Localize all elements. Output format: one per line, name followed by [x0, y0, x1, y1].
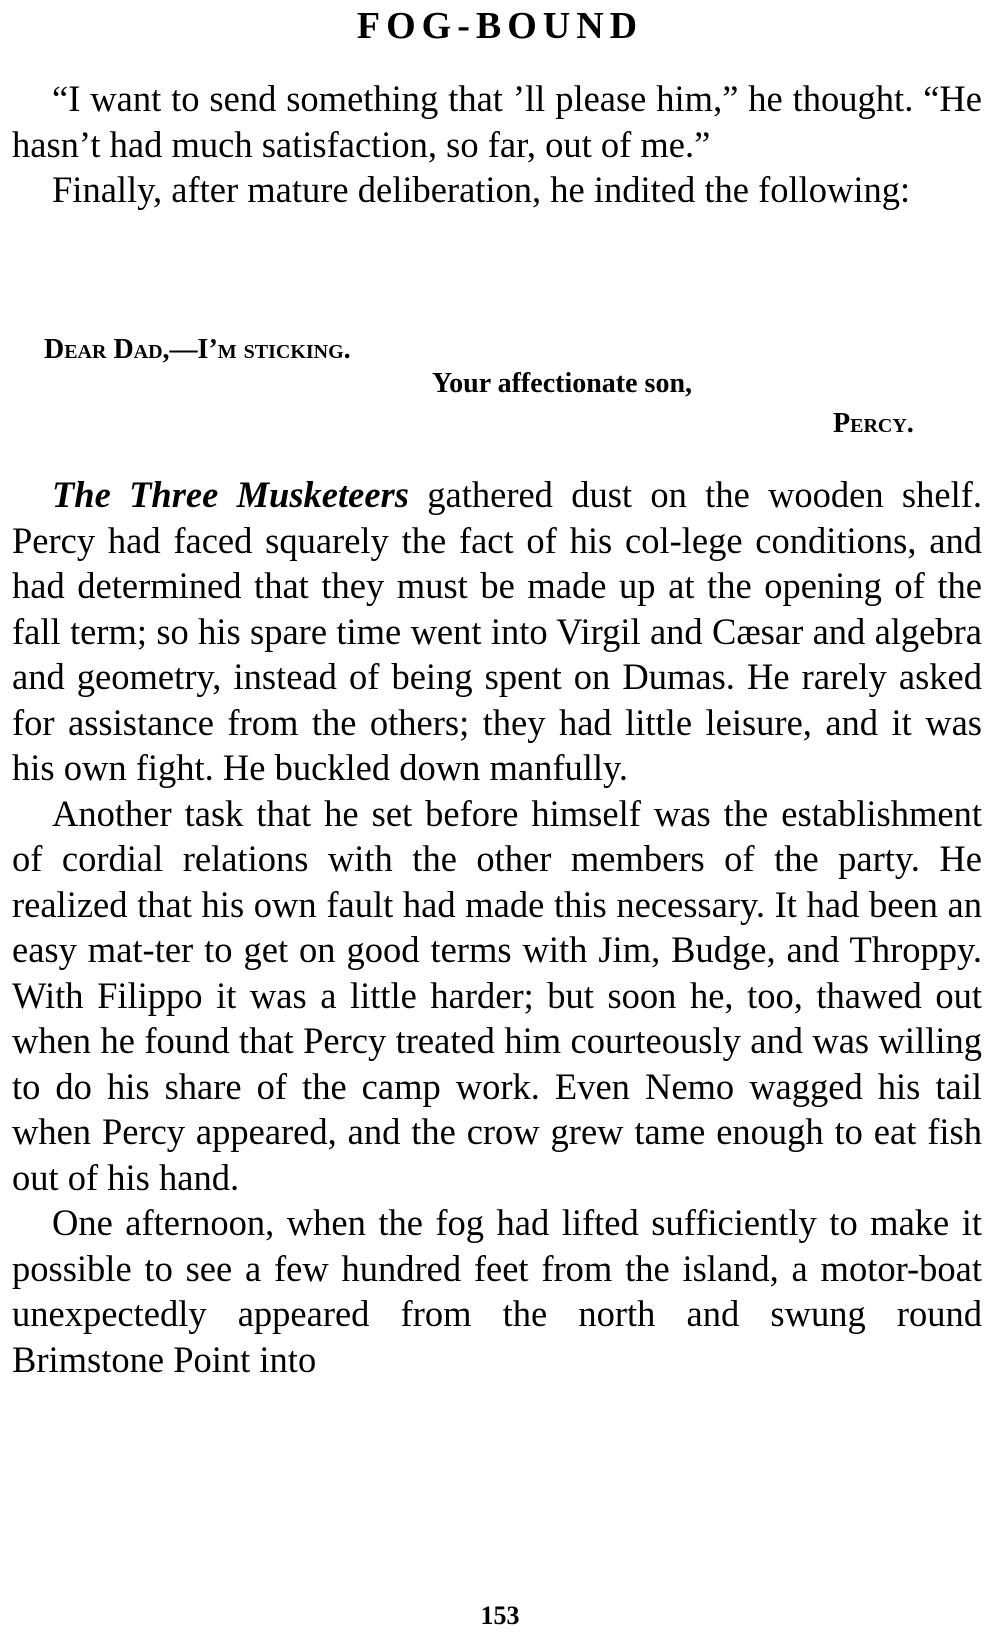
paragraph-4: Another task that he set before himself was the establishment of cordial relations with the other members of the party. He realized that his own fault had made this necessary. It had been an easy mat-ter to get on good terms with Jim, Budge, and Throppy. With Filippo it was a little harder; but soon he, too, thawed out when he found that Percy treated him courteously and was willing to do his share of the camp work. Even Nemo wagged his tail when Percy appeared, and the crow grew tame enough to eat fish out of his hand.	[12, 792, 982, 1198]
letter-signature: Percy.	[833, 408, 914, 439]
paragraph-3-text: gathered dust on the wooden shelf. Percy had faced squarely the fact of his col-lege conditions, and had determined that they must be made up at the opening of the fall term; so his spare time went into Virgil and Cæsar and algebra and geometry, instead of being spent on Dumas. He rarely asked for assistance from the others; they had little leisure, and it was his own fight. He buckled down manfully.	[12, 474, 983, 788]
letter-closing: Your affectionate son,	[432, 368, 693, 399]
main-paragraphs	[12, 472, 982, 1382]
paragraph-2: Finally, after mature deliberation, he indited the following:	[52, 169, 911, 210]
running-head: FOG-BOUND	[356, 5, 644, 47]
paragraph-5: One afternoon, when the fog had lifted sufficiently to make it possible to see a few hundred feet from the island, a motor-boat unexpectedly appeared from the north and swung round Brimstone Point into	[12, 1202, 982, 1380]
page-number: 153	[480, 1601, 520, 1630]
opening-paragraphs	[12, 76, 982, 213]
paragraph-3	[12, 472, 982, 791]
book-title: The Three Musketeers	[52, 474, 409, 515]
letter-greeting: Dear Dad,—I’m sticking.	[44, 334, 351, 365]
paragraph-1: “I want to send something that ’ll please him,” he thought. “He hasn’t had much satisfaction, so far, out of me.”	[12, 78, 982, 165]
